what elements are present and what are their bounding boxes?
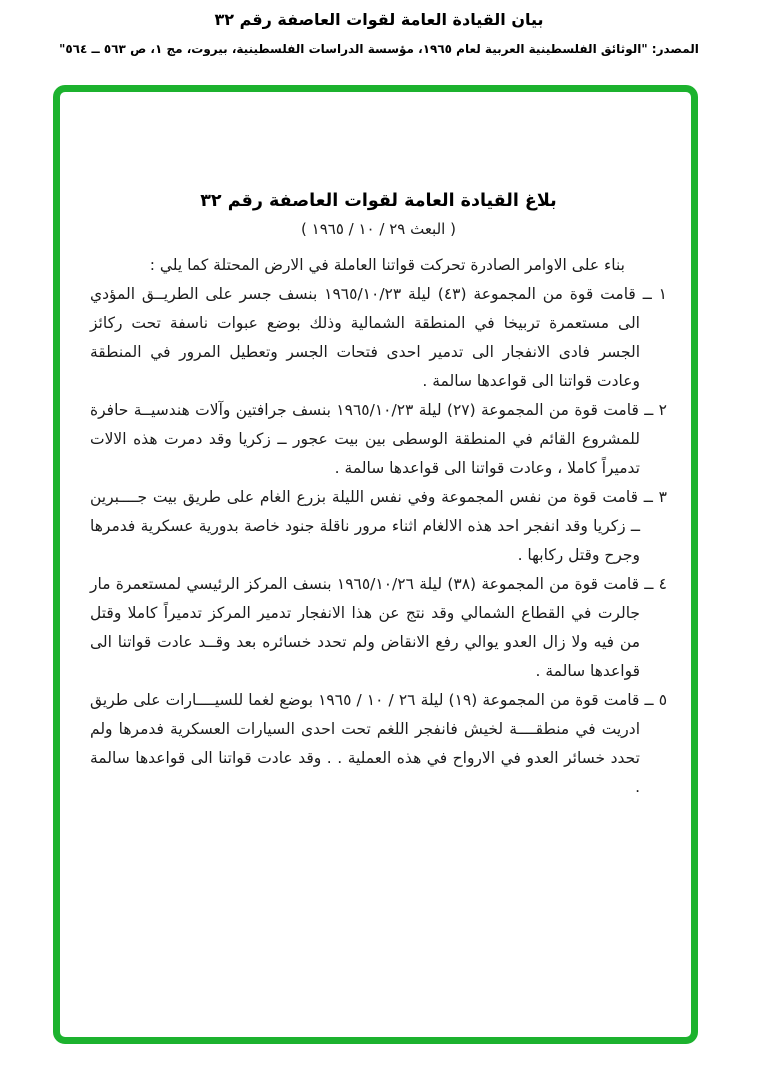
communique-body xyxy=(60,92,691,1037)
communique-dateline: ( البعث ٢٩ / ١٠ / ١٩٦٥ ) xyxy=(301,220,456,238)
operations-list xyxy=(90,280,667,802)
communique-title: بلاغ القيادة العامة لقوات العاصفة رقم ٣٢ xyxy=(200,191,557,211)
communique-intro: بناء على الاوامر الصادرة تحركت قواتنا العاملة في الارض المحتلة كما يلي : xyxy=(149,256,625,274)
operation-item xyxy=(90,686,667,802)
page-heading: بيان القيادة العامة لقوات العاصفة رقم ٣٢ xyxy=(214,10,544,29)
item-text: قامت قوة من المجموعة (٣٨) ليلة ١٩٦٥/١٠/٢٦ بنسف المركز الرئيسي لمستعمرة مار جالرت في القطاع الشمالي وقد نتج عن هذا الانفجار تدمير المركز تدميراً كاملا وقتل من فيه ولا زال العدو يوالي رفع الانقاض ولم تحدد خسائره بعد وقــد عادت قواتنا الى قواعدها سالمة . xyxy=(90,575,640,680)
operation-item xyxy=(90,280,667,396)
item-number: ٤ ــ xyxy=(644,575,667,593)
item-number: ١ ــ xyxy=(642,285,667,303)
item-number: ٣ ــ xyxy=(643,488,667,506)
item-text: قامت قوة من المجموعة (١٩) ليلة ٢٦ / ١٠ / ١٩٦٥ بوضع لغما للسيــــارات على طريق ادريت في منطقــــة لخيش فانفجر اللغم تحت احدى السيارات العسكرية فدمرها ولم تحدد خسائر العدو في الارواح في هذه العملية . . وقد عادت قواتنا الى قواعدها سالمة . xyxy=(90,691,640,796)
item-text: قامت قوة من المجموعة (٢٧) ليلة ١٩٦٥/١٠/٢٣ بنسف جرافتين وآلات هندسيــة حافرة للمشروع القائم في المنطقة الوسطى بين بيت عجور ــ زكريا وقد دمرت هذه الالات تدميراً كاملا ، وعادت قواتنا الى قواعدها سالمة . xyxy=(90,401,640,477)
operation-item xyxy=(90,396,667,483)
operation-item xyxy=(90,483,667,570)
operation-item xyxy=(90,570,667,686)
item-number: ٥ ــ xyxy=(644,691,668,709)
item-number: ٢ ــ xyxy=(644,401,667,419)
green-border-frame xyxy=(53,85,698,1044)
item-text: قامت قوة من نفس المجموعة وفي نفس الليلة بزرع الغام على طريق بيت جــــبرين ــ زكريا وقد انفجر احد هذه الالغام اثناء مرور ناقلة جنود خاصة بدورية عسكرية فدمرها وجرح وقتل ركابها . xyxy=(90,488,640,564)
source-citation: المصدر: "الوثائق الفلسطينية العربية لعام ١٩٦٥، مؤسسة الدراسات الفلسطينية، بيروت، مج ١، ص ٥٦٣ ــ ٥٦٤" xyxy=(59,42,699,56)
item-text: قامت قوة من المجموعة (٤٣) ليلة ١٩٦٥/١٠/٢٣ بنسف جسر على الطريــق المؤدي الى مستعمرة تربيخا في المنطقة الشمالية وذلك بوضع عبوات ناسفة تحت ركائز الجسر فادى الانفجار الى تدمير احدى فتحات الجسر وتعطيل المرور في المنطقة وعادت قواتنا الى قواعدها سالمة . xyxy=(90,285,640,390)
